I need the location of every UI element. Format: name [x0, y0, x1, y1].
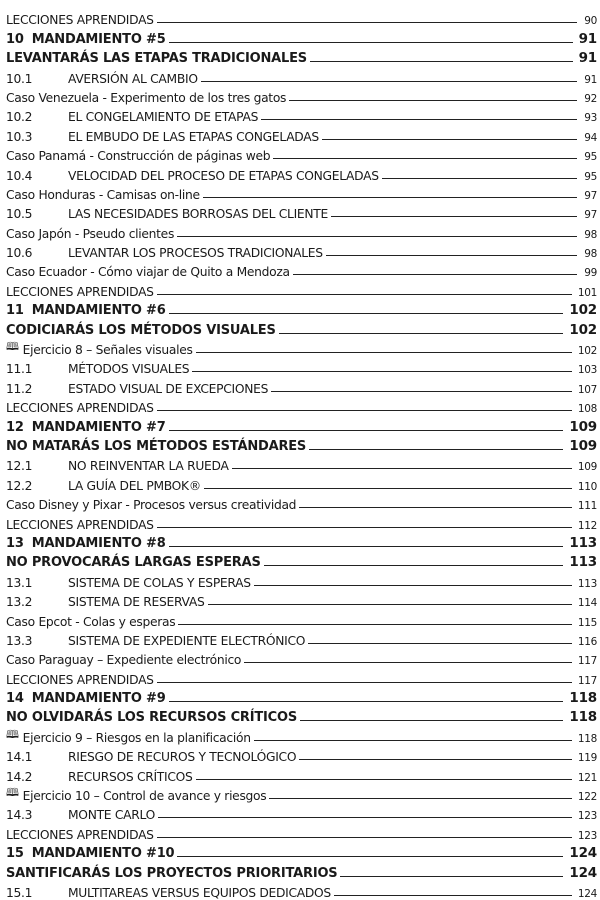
toc-entry[interactable] — [6, 803, 597, 822]
leader-line — [309, 449, 563, 450]
page-number: 118 — [577, 732, 597, 745]
page-number: 109 — [569, 418, 597, 435]
page-number: 91 — [578, 30, 597, 47]
toc-entry[interactable] — [6, 202, 597, 221]
toc-entry[interactable] — [6, 338, 597, 357]
leader-line — [293, 274, 577, 275]
toc-entry[interactable] — [6, 706, 597, 725]
toc-entry[interactable] — [6, 66, 597, 85]
toc-entry[interactable] — [6, 609, 597, 628]
entry-title: Ejercicio 8 – Señales visuales — [22, 343, 193, 358]
page-number: 122 — [577, 791, 597, 804]
entry-title: MANDAMIENTO #7 — [31, 419, 166, 435]
toc-entry[interactable] — [6, 183, 597, 202]
entry-number: 12 — [6, 419, 24, 435]
entry-title: Caso Ecuador - Cómo viajar de Quito a Mendoza — [6, 265, 290, 280]
entry-title: MANDAMIENTO #8 — [31, 535, 166, 551]
page-number: 97 — [584, 209, 597, 222]
toc-entry[interactable] — [6, 221, 597, 240]
page-number: 91 — [584, 73, 597, 86]
page-number: 124 — [569, 845, 597, 862]
toc-entry[interactable] — [6, 47, 597, 66]
page-number: 99 — [584, 267, 597, 280]
table-of-contents — [6, 8, 597, 900]
toc-entry[interactable] — [6, 86, 597, 105]
page-number: 117 — [577, 655, 597, 668]
toc-entry[interactable] — [6, 241, 597, 260]
book-icon: 🕮 — [6, 340, 19, 354]
entry-title: NO REINVENTAR LA RUEDA — [68, 459, 229, 474]
toc-entry[interactable] — [6, 105, 597, 124]
entry-number: 13 — [6, 535, 24, 551]
entry-title: NO OLVIDARÁS LOS RECURSOS CRÍTICOS — [6, 710, 298, 726]
leader-line — [201, 81, 577, 82]
toc-entry[interactable] — [6, 8, 597, 27]
toc-entry[interactable] — [6, 493, 597, 512]
entry-title: LA GUÍA DEL PMBOK® — [68, 478, 201, 493]
page-number: 107 — [577, 383, 597, 396]
entry-title: EL CONGELAMIENTO DE ETAPAS — [68, 110, 259, 125]
leader-line — [204, 488, 572, 489]
entry-title: Caso Honduras - Camisas on-line — [6, 187, 200, 202]
leader-line — [269, 798, 571, 799]
entry-number: 14 — [6, 691, 24, 707]
page-number: 123 — [577, 829, 597, 842]
page-number: 97 — [584, 189, 597, 202]
entry-title: MANDAMIENTO #10 — [31, 846, 175, 862]
entry-title: LECCIONES APRENDIDAS — [6, 827, 154, 842]
entry-title: EL EMBUDO DE LAS ETAPAS CONGELADAS — [68, 129, 319, 144]
page-number: 116 — [577, 635, 597, 648]
leader-line — [157, 837, 572, 838]
page-number: 118 — [569, 690, 597, 707]
entry-number: 13.3 — [6, 633, 33, 648]
entry-title: SISTEMA DE EXPEDIENTE ELECTRÓNICO — [68, 633, 306, 648]
leader-line — [331, 216, 577, 217]
entry-title: Caso Epcot - Colas y esperas — [6, 614, 176, 629]
toc-entry[interactable] — [6, 357, 597, 376]
entry-number: 11 — [6, 303, 24, 319]
leader-line — [196, 352, 572, 353]
toc-entry[interactable] — [6, 396, 597, 415]
entry-number: 11.1 — [6, 362, 33, 377]
entry-title: MANDAMIENTO #9 — [31, 691, 166, 707]
entry-title: MÉTODOS VISUALES — [68, 362, 190, 377]
leader-line — [203, 197, 577, 198]
toc-entry[interactable] — [6, 861, 597, 880]
entry-number: 12.2 — [6, 478, 33, 493]
leader-line — [334, 895, 572, 896]
entry-title: MANDAMIENTO #6 — [31, 303, 166, 319]
page-number: 124 — [569, 864, 597, 881]
leader-line — [300, 720, 563, 721]
page-number: 93 — [584, 112, 597, 125]
toc-entry[interactable] — [6, 687, 597, 706]
leader-line — [299, 507, 572, 508]
page-number: 111 — [577, 500, 597, 513]
entry-number: 10.6 — [6, 246, 33, 261]
leader-line — [169, 701, 564, 702]
leader-line — [261, 119, 577, 120]
entry-title: RIESGO DE RECUROS Y TECNOLÓGICO — [68, 750, 297, 765]
entry-title: NO MATARÁS LOS MÉTODOS ESTÁNDARES — [6, 438, 307, 454]
entry-title: SISTEMA DE RESERVAS — [68, 595, 205, 610]
leader-line — [289, 100, 577, 101]
page-number: 123 — [577, 810, 597, 823]
entry-title: RECURSOS CRÍTICOS — [68, 769, 193, 784]
page-number: 91 — [578, 50, 597, 67]
page-number: 113 — [569, 534, 597, 551]
toc-entry[interactable] — [6, 842, 597, 861]
page-number: 119 — [577, 752, 597, 765]
entry-number: 10.2 — [6, 110, 33, 125]
leader-line — [308, 643, 572, 644]
toc-entry[interactable] — [6, 629, 597, 648]
page-number: 109 — [577, 461, 597, 474]
entry-title: MONTE CARLO — [68, 808, 156, 823]
entry-number: 13.1 — [6, 575, 33, 590]
toc-entry[interactable] — [6, 512, 597, 531]
entry-title: NO PROVOCARÁS LARGAS ESPERAS — [6, 555, 261, 571]
toc-entry[interactable] — [6, 27, 597, 46]
toc-entry[interactable] — [6, 745, 597, 764]
leader-line — [158, 817, 572, 818]
page-number: 103 — [577, 364, 597, 377]
entry-title: LEVANTAR LOS PROCESOS TRADICIONALES — [68, 246, 323, 261]
entry-number: 13.2 — [6, 595, 33, 610]
entry-number: 10.4 — [6, 168, 33, 183]
page-number: 90 — [584, 15, 597, 28]
toc-entry[interactable] — [6, 551, 597, 570]
entry-number: 10.3 — [6, 129, 33, 144]
toc-entry[interactable] — [6, 590, 597, 609]
entry-number: 12.1 — [6, 459, 33, 474]
leader-line — [273, 158, 577, 159]
entry-title: LECCIONES APRENDIDAS — [6, 284, 154, 299]
toc-entry[interactable] — [6, 667, 597, 686]
page-number: 108 — [577, 403, 597, 416]
leader-line — [192, 371, 572, 372]
toc-entry[interactable] — [6, 532, 597, 551]
leader-line — [232, 468, 572, 469]
entry-number: 15 — [6, 846, 24, 862]
toc-entry[interactable] — [6, 163, 597, 182]
leader-line — [169, 313, 564, 314]
entry-title: LECCIONES APRENDIDAS — [6, 401, 154, 416]
leader-line — [169, 430, 564, 431]
entry-title: Caso Japón - Pseudo clientes — [6, 226, 175, 241]
page-number: 102 — [569, 302, 597, 319]
toc-entry[interactable] — [6, 570, 597, 589]
leader-line — [177, 856, 563, 857]
entry-title: Caso Venezuela - Experimento de los tres gatos — [6, 90, 287, 105]
page-number: 94 — [584, 131, 597, 144]
entry-title: Caso Panamá - Construcción de páginas web — [6, 149, 271, 164]
toc-entry[interactable] — [6, 454, 597, 473]
page-number: 110 — [577, 480, 597, 493]
toc-entry[interactable] — [6, 124, 597, 143]
page-number: 124 — [577, 887, 597, 900]
toc-entry[interactable] — [6, 318, 597, 337]
page-number: 102 — [569, 321, 597, 338]
leader-line — [157, 410, 572, 411]
entry-title: LECCIONES APRENDIDAS — [6, 13, 154, 28]
page-number: 115 — [577, 616, 597, 629]
leader-line — [271, 391, 572, 392]
leader-line — [322, 139, 577, 140]
leader-line — [299, 759, 572, 760]
entry-number: 10.1 — [6, 71, 33, 86]
toc-entry[interactable] — [6, 784, 597, 803]
book-icon: 🕮 — [6, 727, 19, 741]
leader-line — [157, 22, 577, 23]
page-number: 118 — [569, 709, 597, 726]
entry-title: Caso Paraguay – Expediente electrónico — [6, 653, 242, 668]
page-number: 109 — [569, 437, 597, 454]
page-number: 114 — [577, 597, 597, 610]
page-number: 113 — [577, 577, 597, 590]
page-number: 113 — [569, 554, 597, 571]
entry-number: 14.3 — [6, 808, 33, 823]
entry-title: MANDAMIENTO #5 — [31, 31, 166, 47]
entry-title: MULTITAREAS VERSUS EQUIPOS DEDICADOS — [68, 885, 331, 900]
page-number: 92 — [584, 92, 597, 105]
page-number: 95 — [584, 151, 597, 164]
leader-line — [157, 294, 572, 295]
book-icon: 🕮 — [6, 786, 19, 800]
toc-entry[interactable] — [6, 648, 597, 667]
leader-line — [196, 779, 572, 780]
leader-line — [254, 585, 572, 586]
entry-title: SANTIFICARÁS LOS PROYECTOS PRIORITARIOS — [6, 865, 338, 881]
entry-number: 10 — [6, 31, 24, 47]
toc-entry[interactable] — [6, 881, 597, 900]
entry-number: 11.2 — [6, 381, 33, 396]
page-number: 98 — [584, 228, 597, 241]
entry-title: LAS NECESIDADES BORROSAS DEL CLIENTE — [68, 207, 328, 222]
entry-title: LECCIONES APRENDIDAS — [6, 672, 154, 687]
entry-number: 10.5 — [6, 207, 33, 222]
toc-entry[interactable] — [6, 822, 597, 841]
leader-line — [157, 682, 572, 683]
entry-title: Ejercicio 9 – Riesgos en la planificación — [22, 730, 251, 745]
entry-number: 14.2 — [6, 769, 33, 784]
entry-title: SISTEMA DE COLAS Y ESPERAS — [68, 575, 251, 590]
leader-line — [340, 876, 563, 877]
leader-line — [244, 662, 572, 663]
leader-line — [178, 624, 571, 625]
toc-entry[interactable] — [6, 725, 597, 744]
toc-entry[interactable] — [6, 144, 597, 163]
entry-title: AVERSIÓN AL CAMBIO — [68, 71, 198, 86]
entry-title: Ejercicio 10 – Control de avance y riesgos — [22, 789, 267, 804]
toc-entry[interactable] — [6, 299, 597, 318]
leader-line — [157, 527, 572, 528]
leader-line — [208, 604, 572, 605]
entry-title: Caso Disney y Pixar - Procesos versus creatividad — [6, 498, 297, 513]
leader-line — [264, 565, 564, 566]
page-number: 95 — [584, 170, 597, 183]
leader-line — [169, 546, 564, 547]
leader-line — [254, 740, 572, 741]
page-number: 101 — [577, 286, 597, 299]
toc-entry[interactable] — [6, 260, 597, 279]
entry-title: CODICIARÁS LOS MÉTODOS VISUALES — [6, 322, 276, 338]
leader-line — [326, 255, 577, 256]
entry-title: ESTADO VISUAL DE EXCEPCIONES — [68, 381, 269, 396]
page-number: 102 — [577, 345, 597, 358]
leader-line — [169, 42, 573, 43]
page-number: 117 — [577, 674, 597, 687]
toc-entry[interactable] — [6, 764, 597, 783]
toc-entry[interactable] — [6, 415, 597, 434]
leader-line — [177, 236, 577, 237]
toc-entry[interactable] — [6, 473, 597, 492]
toc-entry[interactable] — [6, 376, 597, 395]
toc-entry[interactable] — [6, 435, 597, 454]
entry-title: LECCIONES APRENDIDAS — [6, 517, 154, 532]
leader-line — [279, 333, 564, 334]
page-number: 121 — [577, 771, 597, 784]
toc-entry[interactable] — [6, 279, 597, 298]
entry-number: 15.1 — [6, 885, 33, 900]
entry-title: VELOCIDAD DEL PROCESO DE ETAPAS CONGELADAS — [68, 168, 379, 183]
entry-number: 14.1 — [6, 750, 33, 765]
page-number: 98 — [584, 248, 597, 261]
leader-line — [310, 61, 573, 62]
page-number: 112 — [577, 519, 597, 532]
leader-line — [382, 178, 577, 179]
entry-title: LEVANTARÁS LAS ETAPAS TRADICIONALES — [6, 51, 307, 67]
